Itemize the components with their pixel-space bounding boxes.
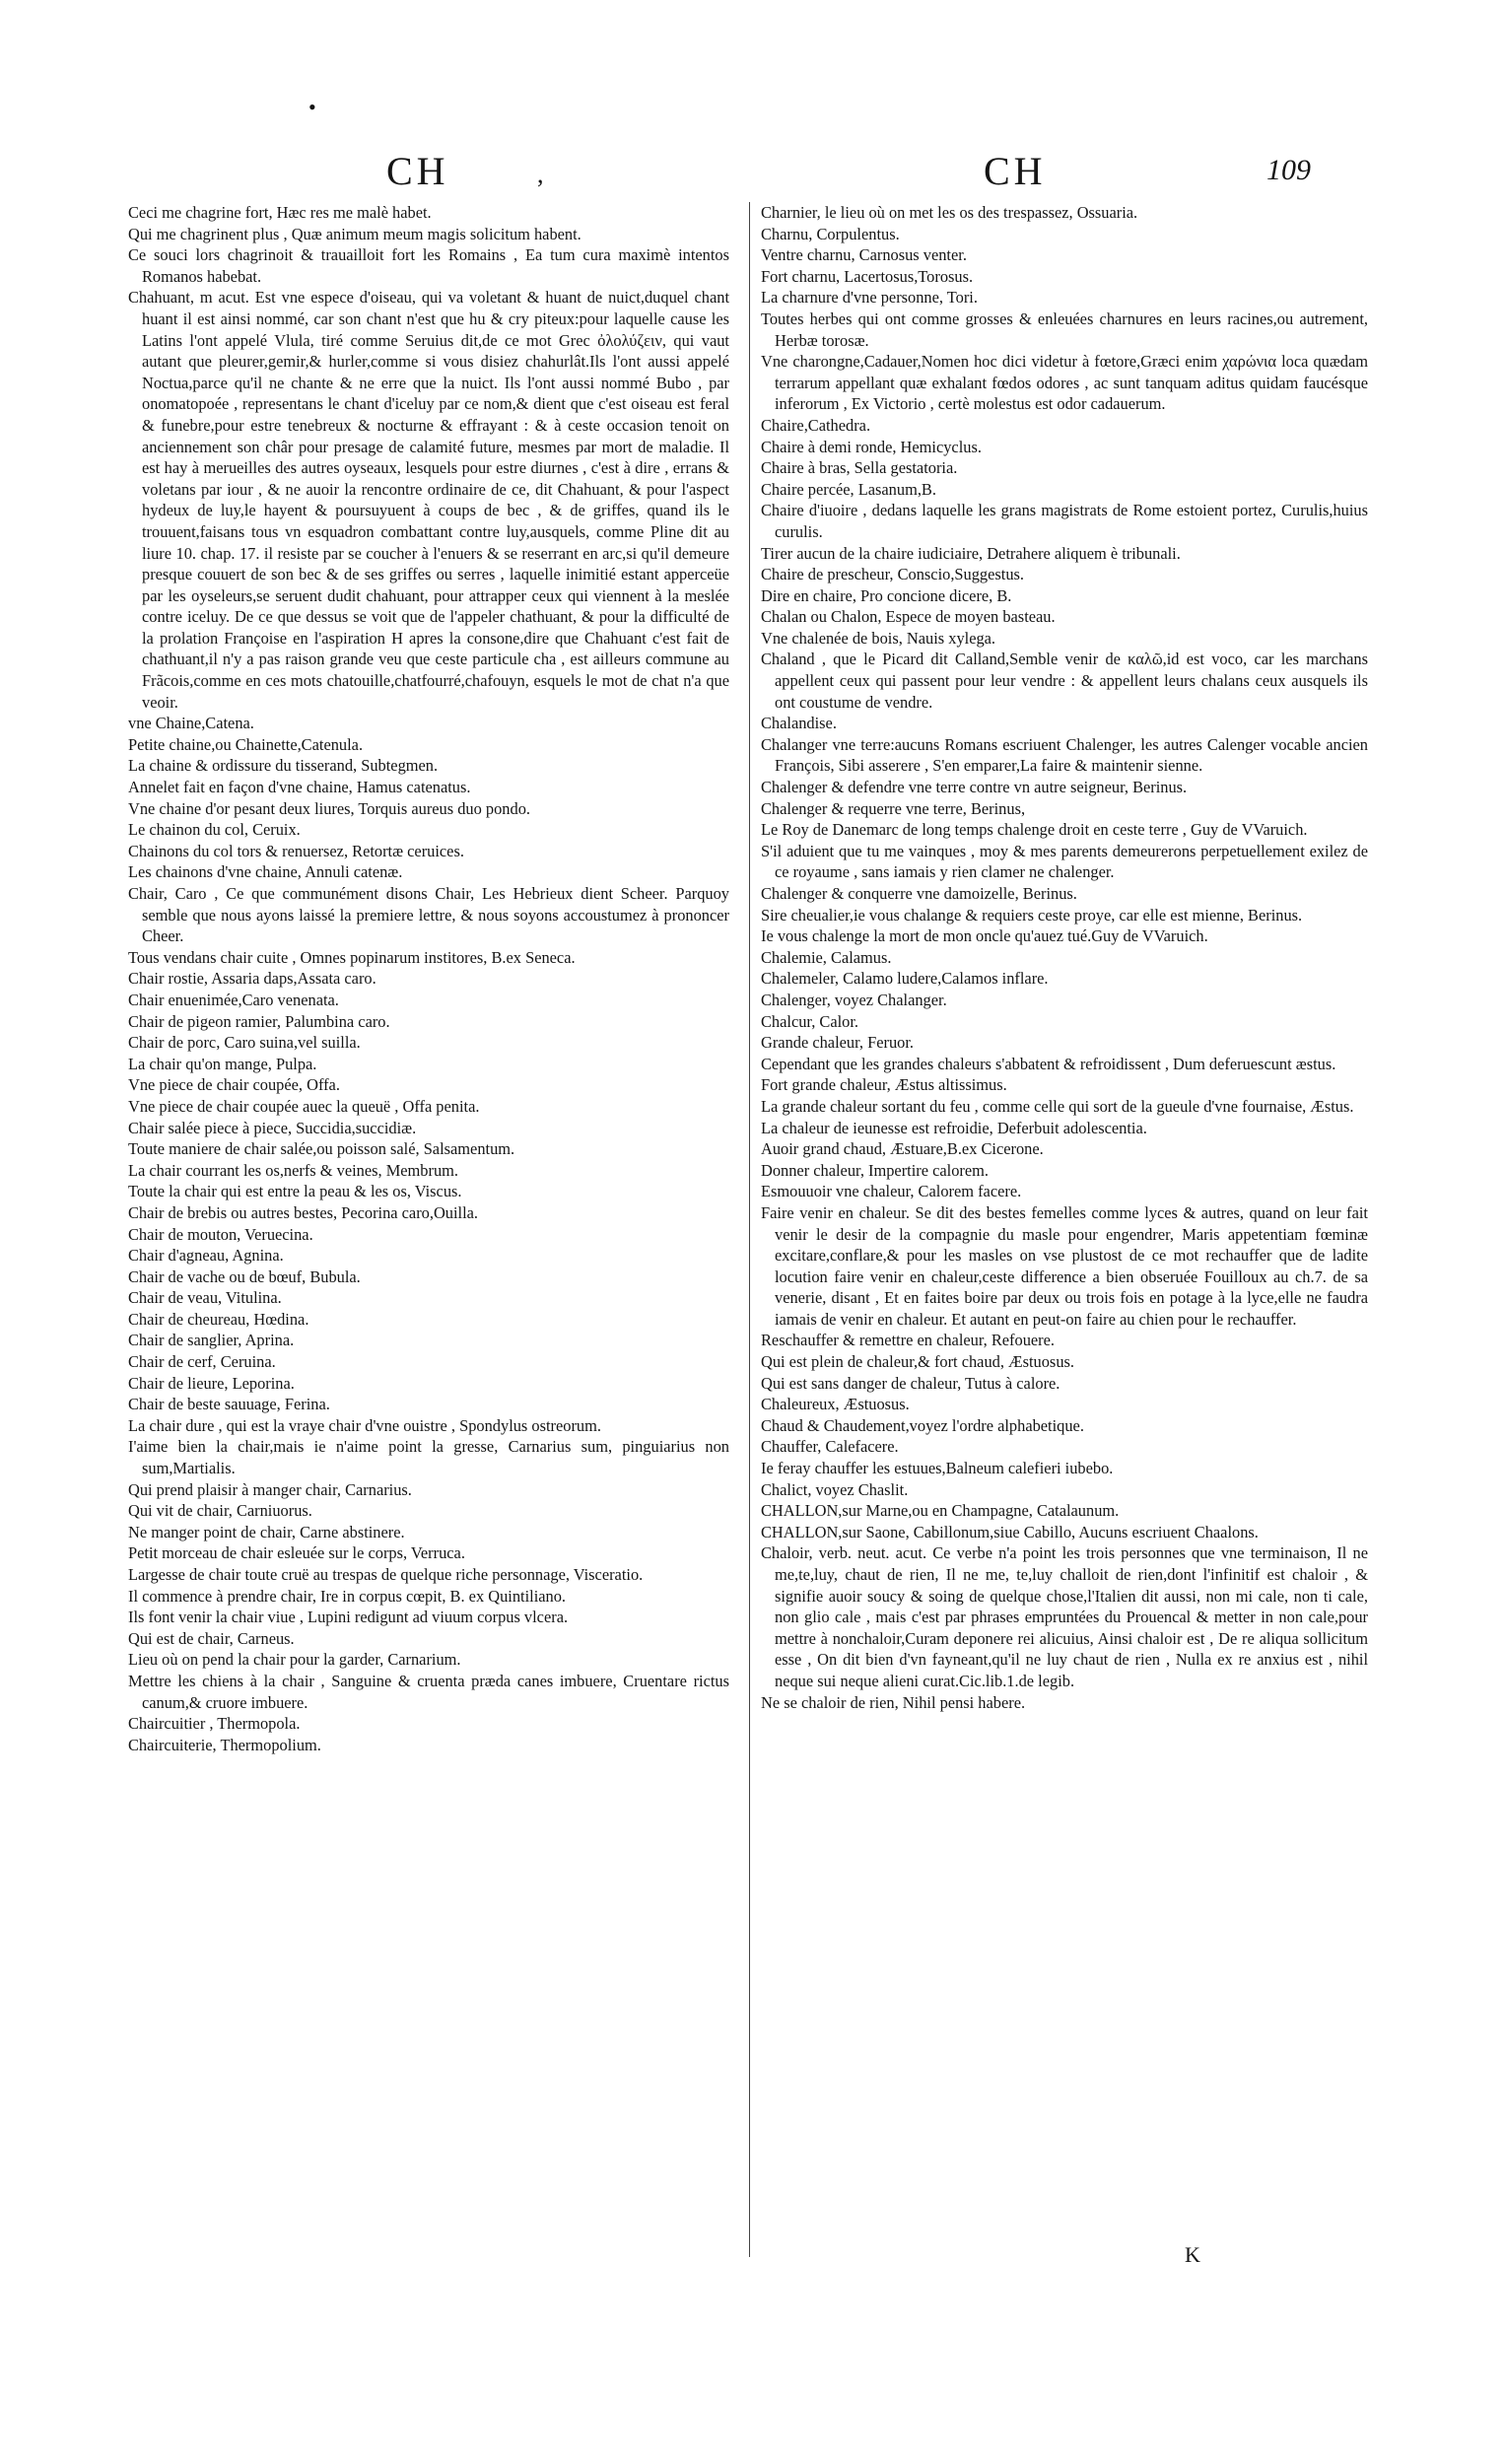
dictionary-entry: Vne piece de chair coupée auec la queuë , Offa penita. [128, 1096, 480, 1116]
dictionary-entry: Chair de lieure, Leporina. [128, 1373, 295, 1393]
dictionary-entry: Chair de sanglier, Aprina. [128, 1331, 295, 1350]
dictionary-entry: Vne piece de chair coupée, Offa. [128, 1075, 340, 1095]
dictionary-entry: Mettre les chiens à la chair , Sanguine & cruenta præda canes imbuere, Cruentare rictus canum,& cruore imbuere. [128, 1671, 729, 1712]
dictionary-entry: Chalan ou Chalon, Espece de moyen basteau. [761, 607, 1056, 627]
right-column [761, 202, 1368, 1713]
dictionary-entry: Ne manger point de chair, Carne abstinere. [128, 1522, 405, 1541]
dictionary-entry: Chaloir, verb. neut. acut. Ce verbe n'a point les trois personnes que vne terminaison, Il ne me,te,luy, chaut de rien, Il ne me, te,luy challoit de rien,dont l'infinitif est chaloir , & signifie auoir soucy & soing de quelque chose,l'Italien dit aussi, non mi cale, non ti cale, non glio cale , mais c'est par phrases empruntées du Prouencal & metter in non cale,pour mettre à nonchaloir,Curam deponere rei alicuius, Ainsi chaloir est , De re aliqua sollicitum esse , On dit bien d'vn fayneant,qu'il ne luy chaut de rien , Nulla ex re anxius est , nihil neque sui neque alieni curat.Cic.lib.1.de legib. [761, 1543, 1368, 1690]
dictionary-entry: Chaleureux, Æstuosus. [761, 1395, 910, 1414]
ink-speck: , [537, 160, 544, 188]
dictionary-entry: Chaircuiterie, Thermopolium. [128, 1735, 321, 1754]
dictionary-entry: Chalanger vne terre:aucuns Romans escriuent Chalenger, les autres Calenger vocable ancien François, Sibi asserere , S'en emparer,La faire & maintenir sienne. [761, 734, 1368, 776]
dictionary-entry: Chainons du col tors & renuersez, Retortæ ceruices. [128, 841, 464, 860]
dictionary-entry: Reschauffer & remettre en chaleur, Refouere. [761, 1331, 1056, 1350]
dictionary-entry: Toute la chair qui est entre la peau & les os, Viscus. [128, 1182, 462, 1201]
dictionary-entry: Fort charnu, Lacertosus,Torosus. [761, 266, 974, 286]
catchword: K [1185, 2242, 1200, 2267]
dictionary-entry: Qui vit de chair, Carniuorus. [128, 1501, 312, 1521]
dictionary-entry: Ils font venir la chair viue , Lupini redigunt ad viuum corpus vlcera. [128, 1608, 569, 1627]
dictionary-entry: La chair qu'on mange, Pulpa. [128, 1054, 317, 1073]
dictionary-entry: Ne se chaloir de rien, Nihil pensi habere. [761, 1692, 1026, 1712]
dictionary-entry: Chair de beste sauuage, Ferina. [128, 1395, 330, 1414]
dictionary-entry: Faire venir en chaleur. Se dit des bestes femelles comme lyces & autres, quand on leur fait venir le desir de la compagnie du masle pour engendrer, Maris appetentiam fœminæ excitare,conflare,& pour les masles on vse plustost de ce mot rechauffer que de ladite locution faire venir en chaleur,ceste difference a bien obseruée Fouilloux au ch.7. de sa venerie, disant , Et en faites boire par deux ou trois fois en potage à la lyce,elle ne faudra iamais de venir en chaleur. Et autant en peut-on faire au chien pour le rechauffer. [761, 1202, 1368, 1329]
dictionary-entry: Chalict, voyez Chaslit. [761, 1479, 909, 1499]
dictionary-entry: Ceci me chagrine fort, Hæc res me malè habet. [128, 203, 432, 222]
dictionary-entry: Qui prend plaisir à manger chair, Carnarius. [128, 1479, 412, 1499]
dictionary-entry: Chair de pigeon ramier, Palumbina caro. [128, 1011, 390, 1031]
dictionary-entry: Annelet fait en façon d'vne chaine, Hamus catenatus. [128, 778, 471, 797]
dictionary-entry: Chalandise. [761, 714, 837, 733]
dictionary-entry: Le chainon du col, Ceruix. [128, 820, 301, 840]
dictionary-entry: Vne chalenée de bois, Nauis xylega. [761, 628, 996, 648]
dictionary-entry: Chair de porc, Caro suina,vel suilla. [128, 1033, 361, 1053]
dictionary-entry: Charnier, le lieu où on met les os des trespassez, Ossuaria. [761, 203, 1138, 222]
dictionary-entry: La chaleur de ieunesse est refroidie, Deferbuit adolescentia. [761, 1118, 1147, 1137]
dictionary-entry: Petite chaine,ou Chainette,Catenula. [128, 734, 364, 754]
dictionary-entry: Ce souci lors chagrinoit & trauailloit fort les Romains , Ea tum cura maximè intentos Romanos habebat. [128, 245, 729, 286]
dictionary-entry: La grande chaleur sortant du feu , comme celle qui sort de la gueule d'vne fournaise, Æstus. [761, 1096, 1354, 1116]
dictionary-entry: Esmouuoir vne chaleur, Calorem facere. [761, 1182, 1022, 1201]
dictionary-entry: Il commence à prendre chair, Ire in corpus cœpit, B. ex Quintiliano. [128, 1586, 567, 1606]
dictionary-entry: Toute maniere de chair salée,ou poisson salé, Salsamentum. [128, 1139, 515, 1159]
dictionary-entry: Tirer aucun de la chaire iudiciaire, Detrahere aliquem è tribunali. [761, 543, 1181, 563]
dictionary-entry: Chalcur, Calor. [761, 1011, 859, 1031]
dictionary-entry: Chaland , que le Picard dit Calland,Semble venir de καλῶ,id est voco, car les marchans appellent ceux qui passent pour leur vendre : & appellent leurs chalans ceux ausquels ils ont coustume de vendre. [761, 650, 1368, 712]
dictionary-entry: Cependant que les grandes chaleurs s'abbatent & refroidissent , Dum deferuescunt æstus. [761, 1054, 1336, 1073]
dictionary-entry: Chair de mouton, Veruecina. [128, 1224, 313, 1244]
dictionary-entry: Lieu où on pend la chair pour la garder, Carnarium. [128, 1650, 461, 1670]
dictionary-entry: Sire cheualier,ie vous chalange & requiers ceste proye, car elle est mienne, Berinus. [761, 905, 1303, 924]
dictionary-entry: Chalenger & defendre vne terre contre vn autre seigneur, Berinus. [761, 778, 1188, 797]
dictionary-entry: Qui est sans danger de chaleur, Tutus à calore. [761, 1373, 1060, 1393]
dictionary-entry: Le Roy de Danemarc de long temps chalenge droit en ceste terre , Guy de VVaruich. [761, 820, 1308, 840]
dictionary-entry: Chalenger, voyez Chalanger. [761, 990, 947, 1009]
dictionary-entry: La chair courrant les os,nerfs & veines, Membrum. [128, 1160, 458, 1180]
dictionary-entry: La chair dure , qui est la vraye chair d'vne ouistre , Spondylus ostreorum. [128, 1415, 601, 1435]
dictionary-entry: Chalemeler, Calamo ludere,Calamos inflare. [761, 969, 1049, 989]
dictionary-entry: Qui est de chair, Carneus. [128, 1628, 295, 1648]
dictionary-entry: Auoir grand chaud, Æstuare,B.ex Cicerone. [761, 1139, 1044, 1159]
dictionary-entry: Fort grande chaleur, Æstus altissimus. [761, 1075, 1007, 1095]
dictionary-entry: La charnure d'vne personne, Tori. [761, 288, 978, 308]
dictionary-entry: Vne charongne,Cadauer,Nomen hoc dici videtur à fœtore,Græci enim χαρώνια loca quædam terrarum appellant quæ exhalant fœdos odores , ac sunt tanquam aditus quidam faucésque inferorum , Ex Victorio , certè molestus est odor cadauerum. [761, 352, 1368, 414]
left-column [128, 202, 729, 1755]
dictionary-entry: Chair de cheureau, Hœdina. [128, 1309, 309, 1329]
dictionary-entry: Grande chaleur, Feruor. [761, 1033, 914, 1053]
running-head-right: CH [984, 149, 1047, 193]
dictionary-entry: Chair salée piece à piece, Succidia,succidiæ. [128, 1118, 417, 1137]
dictionary-entry: Chalenger & requerre vne terre, Berinus, [761, 798, 1026, 818]
dictionary-entry: Dire en chaire, Pro concione dicere, B. [761, 585, 1012, 605]
dictionary-entry: Tous vendans chair cuite , Omnes popinarum institores, B.ex Seneca. [128, 947, 576, 967]
dictionary-entry: Chaire d'iuoire , dedans laquelle les grans magistrats de Rome estoient portez, Curulis,huius curulis. [761, 501, 1368, 541]
running-head-left: CH [386, 149, 449, 193]
dictionary-entry: Chaud & Chaudement,voyez l'ordre alphabetique. [761, 1415, 1084, 1435]
dictionary-entry: Chalemie, Calamus. [761, 947, 892, 967]
dictionary-entry: Les chainons d'vne chaine, Annuli catenæ. [128, 862, 403, 882]
ink-speck: • [308, 95, 316, 119]
dictionary-entry: Chair rostie, Assaria daps,Assata caro. [128, 969, 376, 989]
page-number: 109 [1266, 154, 1311, 186]
dictionary-entry: CHALLON,sur Marne,ou en Champagne, Catalaunum. [761, 1501, 1120, 1521]
dictionary-entry: CHALLON,sur Saone, Cabillonum,siue Cabillo, Aucuns escriuent Chaalons. [761, 1522, 1259, 1541]
dictionary-entry: S'il aduient que tu me vainques , moy & mes parents demeurerons perpetuellement exilez de ce royaume , sans iamais y rien clamer ne chalenger. [761, 841, 1368, 882]
dictionary-entry: Qui est plein de chaleur,& fort chaud, Æstuosus. [761, 1352, 1074, 1372]
dictionary-entry: Chaircuitier , Thermopola. [128, 1714, 301, 1734]
dictionary-entry: Donner chaleur, Impertire calorem. [761, 1160, 989, 1180]
dictionary-entry: Chaire de prescheur, Conscio,Suggestus. [761, 565, 1025, 584]
dictionary-entry: Vne chaine d'or pesant deux liures, Torquis aureus duo pondo. [128, 798, 530, 818]
dictionary-entry: Chair de veau, Vitulina. [128, 1288, 282, 1308]
dictionary-entry: Ventre charnu, Carnosus venter. [761, 245, 967, 265]
dictionary-entry: Chauffer, Calefacere. [761, 1437, 899, 1457]
dictionary-entry: Chalenger & conquerre vne damoizelle, Berinus. [761, 884, 1077, 903]
dictionary-entry: Chair de cerf, Ceruina. [128, 1352, 276, 1372]
dictionary-entry: Petit morceau de chair esleuée sur le corps, Verruca. [128, 1543, 465, 1563]
dictionary-entry: Chair d'agneau, Agnina. [128, 1246, 284, 1266]
dictionary-entry: vne Chaine,Catena. [128, 714, 254, 733]
dictionary-entry: La chaine & ordissure du tisserand, Subtegmen. [128, 756, 439, 776]
dictionary-entry: I'aime bien la chair,mais ie n'aime point la gresse, Carnarius sum, pinguiarius non sum,Martialis. [128, 1437, 729, 1478]
dictionary-entry: Ie vous chalenge la mort de mon oncle qu'auez tué.Guy de VVaruich. [761, 926, 1208, 946]
dictionary-entry: Chaire percée, Lasanum,B. [761, 479, 936, 499]
dictionary-entry: Chahuant, m acut. Est vne espece d'oiseau, qui va voletant & huant de nuict,duquel chant huant il est ainsi nommé, car son chant n'est que hu & cry piteux:pour laquelle cause les Latins l'ont appelé Vlula, tiré comme Seruius dit,de ce mot Grec ὀλολύζειν, qui vaut autant que pleurer,gemir,& hurler,comme si vous disiez chahurlât.Ils l'ont aussi appelé Noctua,parce qu'il ne chante & ne erre que la nuict. Ils l'ont aussi nommé Bubo , par onomatopoée , representans le chant d'iceluy par ce nom,& dient que c'est oiseau est feral & funebre,pour estre tenebreux & nocturne & effrayant : & à ceste occasion tenoit on anciennement son châr pour presage de calamité future, mesmes par mort de maladie. Il est hay à merueilles des autres oyseaux, lesquels pour estre diurnes , c'est à dire , errans & voletans par iour , & ne auoir la rencontre ordinaire de ce, dit Chahuant, & pour l'aspect hydeux de luy,le hayent & poursuyuent à coups de bec , & de griffes, quand ils le trouuent,faisans tous vn esquadron combattant contre luy,ausquels, comme Pline dit au liure 10. chap. 17. il resiste par se coucher à l'enuers & se reserrant en arc,si qu'il demeure presque couuert de son bec & de ses griffes ou serres , laquelle inimitié estant apperceüe par les oyseleurs,se seruent dudit chahuant, pour attrapper ceux qui viennent à la meslée contre iceluy. De ce que dessus se voit que de l'appeler chathuant, & pour la difficulté de la prolation Françoise en l'aspiration H apres la consone,dire que Chahuant c'est fait de chathuant,il n'y a pas raison grande veu que ceste particule cha , est ailleurs commune au Frãcois,comme en ces mots chatouille,chatfourré,chafouyn, esquels le mot de chat n'a que veoir. [128, 288, 729, 712]
dictionary-entry: Chair de vache ou de bœuf, Bubula. [128, 1266, 361, 1286]
dictionary-entry: Chair, Caro , Ce que communément disons Chair, Les Hebrieux dient Scheer. Parquoy semble que nous ayons laissé la premiere lettre, & nous soyons accoustumez à prononcer Cheer. [128, 884, 729, 946]
dictionary-entry: Ie feray chauffer les estuues,Balneum calefieri iubebo. [761, 1459, 1114, 1478]
dictionary-entry: Chair de brebis ou autres bestes, Pecorina caro,Ouilla. [128, 1202, 479, 1222]
column-divider [749, 202, 750, 2257]
dictionary-entry: Chaire,Cathedra. [761, 415, 871, 435]
dictionary-entry: Chair enuenimée,Caro venenata. [128, 990, 339, 1009]
dictionary-entry: Toutes herbes qui ont comme grosses & enleuées charnures en leurs racines,ou autrement, Herbæ torosæ. [761, 308, 1368, 350]
dictionary-entry: Charnu, Corpulentus. [761, 224, 900, 243]
dictionary-entry: Chaire à bras, Sella gestatoria. [761, 458, 958, 478]
dictionary-entry: Qui me chagrinent plus , Quæ animum meum magis solicitum habent. [128, 224, 581, 243]
dictionary-entry: Chaire à demi ronde, Hemicyclus. [761, 437, 982, 456]
dictionary-entry: Largesse de chair toute cruë au trespas de quelque riche personnage, Visceratio. [128, 1565, 644, 1584]
